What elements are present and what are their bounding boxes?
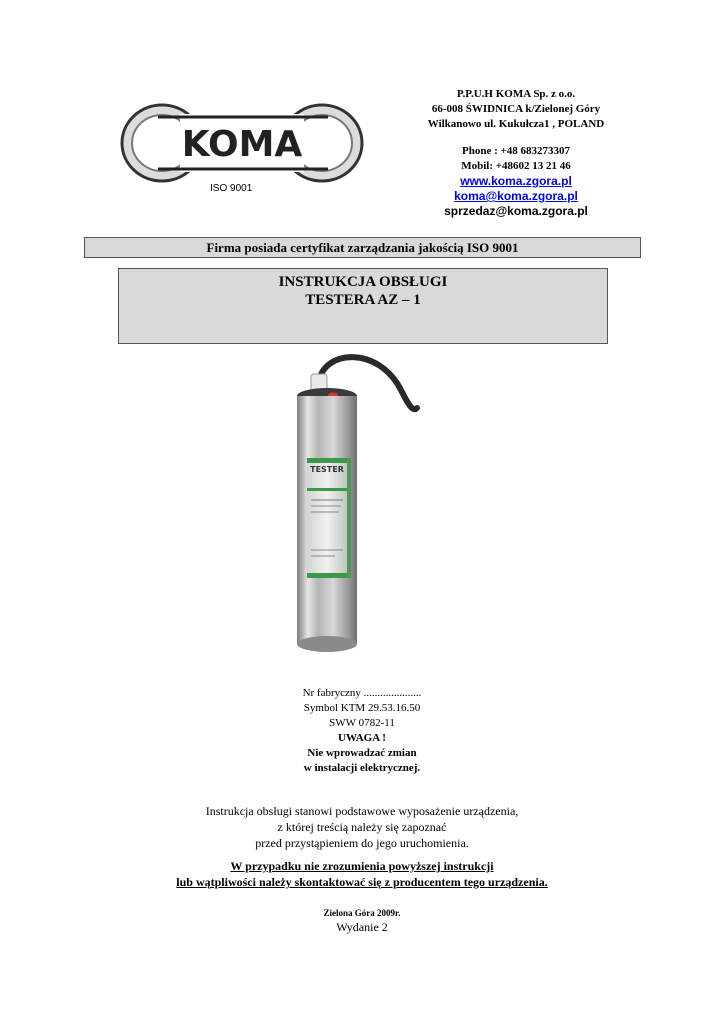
koma-logo [118, 100, 366, 186]
edition: Wydanie 2 [336, 920, 388, 934]
email-link[interactable]: koma@koma.zgora.pl [454, 189, 578, 203]
sww-code: SWW 0782-11 [329, 717, 395, 729]
title-line2: TESTERA AZ – 1 [305, 292, 421, 308]
logo-text: KOMA [181, 124, 303, 165]
contact-note [130, 858, 594, 890]
company-address-line1: 66-008 ŚWIDNICA k/Zielonej Góry [431, 103, 601, 115]
product-label-text: TESTER [310, 465, 344, 474]
warning-line2: w instalacji elektrycznej. [303, 762, 421, 774]
company-mobile: Mobil: +48602 13 21 46 [461, 160, 571, 172]
intro-line3: przed przystąpieniem do jego uruchomienia. [255, 836, 469, 850]
contact-note-line2: lub wątpliwości należy skontaktować się z producentem tego urządzenia. [176, 875, 548, 889]
iso-label: ISO 9001 [210, 183, 253, 194]
certificate-banner: Firma posiada certyfikat zarządzania jakością ISO 9001 [84, 237, 641, 258]
intro-line1: Instrukcja obsługi stanowi podstawowe wyposażenie urządzenia, [205, 804, 519, 818]
company-info [402, 87, 630, 219]
intro-line2: z której treścią należy się zapoznać [277, 820, 447, 834]
company-address-line2: Wilkanowo ul. Kukułcza1 , POLAND [427, 118, 605, 130]
warning-line1: Nie wprowadzać zmian [307, 747, 417, 759]
company-phone: Phone : +48 683273307 [461, 145, 571, 157]
title-line1: INSTRUKCJA OBSŁUGI [278, 274, 448, 290]
warning-heading: UWAGA ! [338, 732, 386, 744]
serial-number: Nr fabryczny ..................... [302, 687, 422, 699]
sales-email: sprzedaz@koma.zgora.pl [444, 204, 588, 218]
symbol-ktm: Symbol KTM 29.53.16.50 [303, 702, 421, 714]
website-link[interactable]: www.koma.zgora.pl [460, 174, 572, 188]
device-info [262, 686, 462, 776]
title-box [118, 268, 608, 344]
intro-paragraph [150, 803, 574, 851]
company-name: P.P.U.H KOMA Sp. z o.o. [456, 88, 576, 100]
contact-note-line1: W przypadku nie zrozumienia powyższej instrukcji [230, 859, 494, 873]
place-date: Zielona Góra 2009r. [323, 908, 401, 918]
footer [262, 907, 462, 935]
product-photo [283, 350, 433, 660]
